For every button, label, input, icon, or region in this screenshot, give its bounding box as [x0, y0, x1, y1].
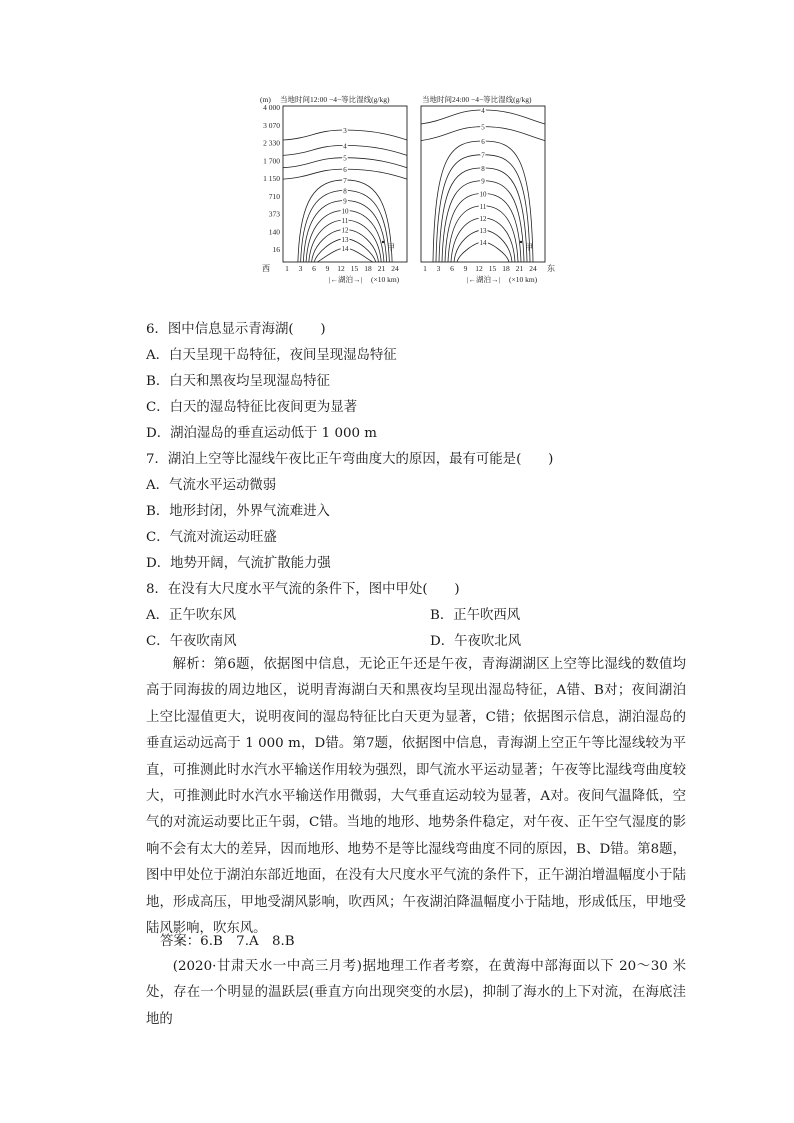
left-panel-title: 当地时间12:00 −4−等比湿线(g/kg): [280, 95, 390, 104]
left-contour-label: 13: [341, 235, 349, 244]
y-tick-label: 710: [268, 191, 280, 201]
right-x-tick-label: 1: [423, 264, 427, 273]
right-x-unit-label: (×10 km): [509, 275, 538, 284]
right-x-tick-label: 9: [463, 264, 468, 273]
analysis-paragraph: 解析：第6题，依据图中信息，无论正午还是午夜，青海湖湖区上空等比湿线的数值均高于同海拔的周边地区，说明青海湖白天和黑夜均呈现出湿岛特征，A错、B对；夜间湖泊上空比湿值更大，说明夜间的湿岛特征比白天更为显著，C错；依据图示信息，湖泊湿岛的垂直运动远高于 1 000 m，D错。第7题，依据图中信息，青海湖上空正午等比湿线较为平直，可推测此时水汽水平输送作用较为强烈，即气流水平运动显著；午夜等比湿线弯曲度较大，可推测此时水汽水平输送作用微弱，大气垂直运动较为显著，A对。夜间气温降低，空气的对流运动要比正午弱，C错。当地的地形、地势条件稳定，对午夜、正午空气湿度的影响不会有太大的差异，因而地形、地势不是等比湿线弯曲度不同的原因，B、D错。第8题，图中甲处位于湖泊东部近地面，在没有大尺度水平气流的条件下，正午湖泊增温幅度小于陆地，形成高压，甲地受湖风影响，吹西风；午夜湖泊降温幅度小于陆地，形成低压，甲地受陆风影响，吹东风。: [146, 657, 686, 937]
y-unit-label: (m): [260, 95, 271, 104]
q7-option-b: B．地形封闭，外界气流难进入: [146, 504, 330, 519]
right-contour-label: 10: [479, 190, 487, 199]
east-label: 东: [547, 264, 555, 273]
right-x-tick-label: 18: [502, 264, 510, 273]
left-point-marker: [382, 241, 384, 243]
q6-option-b: B．白天和黑夜均呈现湿岛特征: [146, 374, 330, 389]
y-tick-label: 373: [268, 209, 280, 219]
left-x-tick-label: 12: [337, 264, 345, 273]
q7-option-a: A．气流水平运动微弱: [146, 478, 277, 493]
left-contour-label: 14: [341, 245, 349, 253]
q6-option-d: D．湖泊湿岛的垂直运动低于 1 000 m: [146, 426, 377, 441]
right-x-tick-label: 21: [515, 264, 524, 273]
right-point-label: 甲: [525, 243, 533, 252]
right-lake-label: |←湖泊→|: [467, 275, 501, 284]
next-question-paragraph: (2020·甘肃天水一中高三月考)据地理工作者考察，在黄海中部海面以下 20～30 米处，存在一个明显的温跃层(垂直方向出现突变的水层)，抑制了海水的上下对流，在海底洼地的: [146, 959, 686, 1027]
left-contour-label: 8: [343, 187, 347, 196]
left-contour-label: 4: [343, 142, 347, 151]
left-x-tick-label: 9: [325, 264, 330, 273]
left-contour-label: 5: [343, 154, 347, 163]
left-x-tick-label: 15: [350, 264, 359, 273]
contour-figure-svg: [258, 92, 568, 287]
y-tick-label: 4 000: [263, 103, 280, 112]
left-point-label: 甲: [387, 243, 395, 252]
right-x-tick-label: 15: [488, 264, 497, 273]
y-tick-label: 3 070: [263, 120, 280, 130]
q6-option-a: A．白天呈现干岛特征，夜间呈现湿岛特征: [146, 348, 397, 363]
left-x-tick-label: 18: [364, 264, 372, 273]
q8-option-d: D．午夜吹北风: [430, 634, 522, 649]
q8-option-b: B．正午吹西风: [430, 608, 521, 623]
right-contour-label: 4: [481, 107, 485, 115]
left-contour-label: 3: [343, 127, 347, 135]
right-contour-label: 7: [481, 151, 485, 160]
q7-stem: 7．湖泊上空等比湿线午夜比正午弯曲度大的原因，最有可能是( ): [146, 452, 554, 467]
y-tick-label: 16: [272, 245, 280, 254]
right-contour-label: 5: [481, 123, 485, 132]
right-contour-label: 8: [481, 164, 485, 173]
y-tick-label: 1 700: [263, 156, 280, 166]
q7-option-d: D．地势开阔，气流扩散能力强: [146, 556, 331, 571]
right-point-marker: [520, 241, 522, 243]
q6-option-c: C．白天的湿岛特征比夜间更为显著: [146, 400, 358, 415]
left-lake-label: |←湖泊→|: [329, 275, 363, 284]
right-panel-title: 当地时间24:00 −4−等比湿线(g/kg): [422, 95, 532, 104]
q8-option-a: A．正午吹东风: [146, 608, 237, 623]
left-x-unit-label: (×10 km): [371, 275, 400, 284]
right-x-tick-label: 12: [475, 264, 483, 273]
left-x-tick-label: 6: [312, 264, 316, 273]
left-contour-label: 10: [341, 207, 349, 216]
left-contour-label: 7: [343, 176, 347, 185]
q6-stem: 6．图中信息显示青海湖( ): [146, 322, 326, 337]
humidity-contour-figure: [258, 92, 568, 287]
answer-line: 答案：6.B 7.A 8.B: [160, 934, 295, 949]
q7-option-c: C．气流对流运动旺盛: [146, 530, 277, 545]
y-tick-label: 140: [268, 227, 280, 237]
right-contour-label: 13: [479, 227, 487, 236]
right-x-tick-label: 6: [450, 264, 454, 273]
left-x-tick-label: 21: [377, 264, 386, 273]
left-contour-label: 11: [341, 217, 349, 226]
right-contour-label: 12: [479, 214, 487, 223]
y-tick-label: 1 150: [263, 174, 280, 183]
left-x-tick-label: 3: [298, 264, 303, 273]
left-contour-label: 6: [343, 166, 347, 175]
right-x-tick-label: 24: [529, 264, 537, 273]
q8-stem: 8．在没有大尺度水平气流的条件下，图中甲处( ): [146, 582, 460, 597]
left-x-tick-label: 1: [285, 264, 289, 273]
y-tick-label: 2 330: [263, 138, 280, 148]
west-label: 西: [262, 264, 270, 273]
right-contour-label: 6: [481, 138, 485, 147]
left-contour-label: 12: [341, 226, 349, 235]
q8-option-c: C．午夜吹南风: [146, 634, 237, 649]
right-x-tick-label: 3: [436, 264, 441, 273]
right-contour-label: 9: [481, 177, 485, 186]
right-contour-label: 14: [479, 239, 487, 247]
left-x-tick-label: 24: [391, 264, 399, 273]
right-contour-label: 11: [479, 202, 487, 211]
left-contour-label: 9: [343, 197, 347, 206]
